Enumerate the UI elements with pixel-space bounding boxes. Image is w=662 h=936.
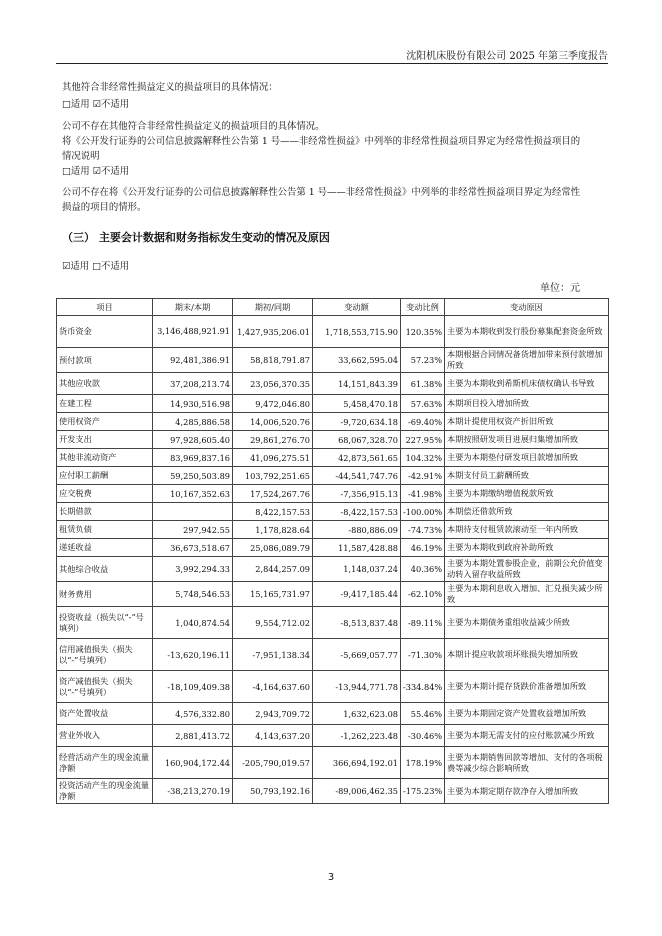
paragraph-no-other-items: 公司不存在其他符合非经常性损益定义的损益项目的具体情况。: [62, 121, 325, 132]
cell-prior: 4,143,637.20: [233, 725, 313, 747]
cell-change-amount: 68,067,328.70: [313, 431, 401, 449]
cell-change-ratio: -71.30%: [401, 639, 445, 671]
cell-change-ratio: -42.91%: [401, 467, 445, 485]
cell-current: -13,620,196.11: [153, 639, 233, 671]
cell-item: 递延收益: [57, 539, 153, 557]
cell-change-amount: -9,720,634.18: [313, 413, 401, 431]
table-row: [57, 485, 609, 503]
cell-change-ratio: 57.63%: [401, 395, 445, 413]
cell-change-ratio: 61.38%: [401, 373, 445, 395]
option-applicable: □适用: [62, 166, 90, 177]
header-divider: [56, 63, 608, 64]
cell-current: 10,167,352.63: [153, 485, 233, 503]
cell-reason: 本期待支付租赁款滚动至一年内所致: [445, 521, 609, 539]
cell-item: 营业外收入: [57, 725, 153, 747]
cell-reason: 本期计提应收款项坏账损失增加所致: [445, 639, 609, 671]
cell-reason: 主要为本期垫付研发项目款增加所致: [445, 449, 609, 467]
table-row: [57, 725, 609, 747]
cell-change-ratio: 120.35%: [401, 316, 445, 348]
cell-change-amount: -880,886.09: [313, 521, 401, 539]
cell-item: 在建工程: [57, 395, 153, 413]
col-header-current: 期末/本期: [153, 299, 233, 316]
cell-item: 资产减值损失（损失以“-”号填列）: [57, 671, 153, 703]
cell-prior: 2,844,257.09: [233, 557, 313, 582]
cell-reason: 主要为本期处置参股企业，前期公允价值变动转入留存收益所致: [445, 557, 609, 582]
cell-change-ratio: 46.19%: [401, 539, 445, 557]
cell-change-amount: -89,006,462.35: [313, 779, 401, 804]
cell-current: 160,904,172.44: [153, 747, 233, 779]
cell-current: 59,250,503.89: [153, 467, 233, 485]
cell-current: 92,481,386.91: [153, 348, 233, 373]
cell-change-ratio: -62.10%: [401, 582, 445, 607]
cell-change-amount: -44,541,747.76: [313, 467, 401, 485]
cell-item: 预付款项: [57, 348, 153, 373]
cell-current: 3,992,294.33: [153, 557, 233, 582]
cell-prior: -4,164,637.60: [233, 671, 313, 703]
cell-change-ratio: -334.84%: [401, 671, 445, 703]
option-not-applicable: ☑不适用: [92, 166, 130, 177]
cell-change-amount: -7,356,915.13: [313, 485, 401, 503]
cell-item: 其他非流动资产: [57, 449, 153, 467]
cell-current: 4,576,332.80: [153, 703, 233, 725]
cell-current: -38,213,270.19: [153, 779, 233, 804]
cell-change-ratio: -69.40%: [401, 413, 445, 431]
applicability-options-2: [62, 164, 602, 179]
option-not-applicable: □不适用: [92, 261, 130, 272]
cell-reason: 本期根据合同情况备货增加带来预付款增加所致: [445, 348, 609, 373]
option-applicable: ☑适用: [62, 261, 90, 272]
cell-prior: 8,422,157.53: [233, 503, 313, 521]
cell-prior: 2,943,709.72: [233, 703, 313, 725]
page-number: 3: [327, 872, 335, 883]
table-row: [57, 639, 609, 671]
cell-prior: 23,056,370.35: [233, 373, 313, 395]
cell-prior: 9,472,046.80: [233, 395, 313, 413]
cell-change-amount: 1,718,553,715.90: [313, 316, 401, 348]
table-row: [57, 431, 609, 449]
cell-item: 经营活动产生的现金流量净额: [57, 747, 153, 779]
cell-reason: 本期支付员工薪酬所致: [445, 467, 609, 485]
cell-current: [153, 503, 233, 521]
cell-reason: 主要为本期销售回款等增加、支付的各项税费等减少综合影响所致: [445, 747, 609, 779]
cell-change-ratio: 227.95%: [401, 431, 445, 449]
cell-prior: -7,951,138.34: [233, 639, 313, 671]
table-row: [57, 557, 609, 582]
cell-item: 长期借款: [57, 503, 153, 521]
cell-item: 其他综合收益: [57, 557, 153, 582]
page-header: 沈阳机床股份有限公司 2025 年第三季度报告: [406, 51, 608, 62]
table-row: [57, 747, 609, 779]
table-row: [57, 413, 609, 431]
cell-change-ratio: -175.23%: [401, 779, 445, 804]
cell-change-amount: 1,632,623.08: [313, 703, 401, 725]
table-row: [57, 779, 609, 804]
col-header-change-amount: 变动额: [313, 299, 401, 316]
applicability-options-3: [62, 259, 602, 274]
cell-prior: -205,790,019.57: [233, 747, 313, 779]
cell-reason: 本期偿还借款所致: [445, 503, 609, 521]
cell-current: 97,928,605.40: [153, 431, 233, 449]
table-row: [57, 607, 609, 639]
cell-change-amount: -8,422,157.53: [313, 503, 401, 521]
cell-item: 财务费用: [57, 582, 153, 607]
cell-reason: 主要为本期无需支付的应付账款减少所致: [445, 725, 609, 747]
cell-prior: 9,554,712.02: [233, 607, 313, 639]
cell-reason: 主要为本期债务重组收益减少所致: [445, 607, 609, 639]
cell-change-amount: -8,513,837.48: [313, 607, 401, 639]
table-row: [57, 703, 609, 725]
col-header-prior: 期初/同期: [233, 299, 313, 316]
table-row: [57, 348, 609, 373]
cell-item: 信用减值损失（损失以“-”号填列）: [57, 639, 153, 671]
cell-change-ratio: -30.46%: [401, 725, 445, 747]
table-row: [57, 449, 609, 467]
cell-change-amount: 1,148,037.24: [313, 557, 401, 582]
cell-item: 应付职工薪酬: [57, 467, 153, 485]
table-header-row: [57, 299, 609, 316]
cell-current: 1,040,874.54: [153, 607, 233, 639]
table-row: [57, 671, 609, 703]
cell-change-ratio: 57.23%: [401, 348, 445, 373]
cell-prior: 103,792,251.65: [233, 467, 313, 485]
cell-reason: 主要为本期计提存货跌价准备增加所致: [445, 671, 609, 703]
table-row: [57, 373, 609, 395]
cell-prior: 58,818,791.87: [233, 348, 313, 373]
cell-reason: 主要为本期固定资产处置收益增加所致: [445, 703, 609, 725]
cell-change-amount: 5,458,470.18: [313, 395, 401, 413]
paragraph-other-items: 其他符合非经常性损益定义的损益项目的具体情况：: [62, 82, 278, 93]
cell-current: 14,930,516.98: [153, 395, 233, 413]
cell-prior: 1,178,828.64: [233, 521, 313, 539]
cell-item: 投资活动产生的现金流量净额: [57, 779, 153, 804]
option-not-applicable: ☑不适用: [92, 99, 130, 110]
table-row: [57, 467, 609, 485]
cell-item: 其他应收款: [57, 373, 153, 395]
cell-reason: 主要为本期收到政府补助所致: [445, 539, 609, 557]
cell-reason: 主要为本期利息收入增加、汇兑损失减少所致: [445, 582, 609, 607]
cell-change-amount: -9,417,185.44: [313, 582, 401, 607]
cell-current: 5,748,546.53: [153, 582, 233, 607]
cell-current: 297,942.55: [153, 521, 233, 539]
cell-change-amount: -5,669,057.77: [313, 639, 401, 671]
cell-current: 36,673,518.67: [153, 539, 233, 557]
cell-prior: 14,006,520.76: [233, 413, 313, 431]
cell-reason: 主要为本期收到发行股份募集配套资金所致: [445, 316, 609, 348]
cell-change-ratio: -74.73%: [401, 521, 445, 539]
cell-item: 租赁负债: [57, 521, 153, 539]
cell-prior: 17,524,267.76: [233, 485, 313, 503]
cell-prior: 15,165,731.97: [233, 582, 313, 607]
cell-change-ratio: 55.46%: [401, 703, 445, 725]
cell-change-ratio: 104.32%: [401, 449, 445, 467]
cell-change-amount: 33,662,595.04: [313, 348, 401, 373]
unit-label: 单位：元: [540, 283, 580, 294]
cell-change-amount: 11,587,428.88: [313, 539, 401, 557]
cell-change-amount: -1,262,223.48: [313, 725, 401, 747]
cell-reason: 本期项目投入增加所致: [445, 395, 609, 413]
cell-change-amount: 14,151,843.39: [313, 373, 401, 395]
cell-current: -18,109,409.38: [153, 671, 233, 703]
cell-item: 资产处置收益: [57, 703, 153, 725]
cell-change-ratio: -41.98%: [401, 485, 445, 503]
paragraph-no-classification: 公司不存在将《公开发行证券的公司信息披露解释性公告第 1 号——非经常性损益》中列举的非经常性损益项目界定为经常性损益的项目的情形。: [62, 187, 581, 213]
col-header-item: 项目: [57, 299, 153, 316]
cell-prior: 50,793,192.16: [233, 779, 313, 804]
cell-prior: 29,861,276.70: [233, 431, 313, 449]
cell-item: 应交税费: [57, 485, 153, 503]
table-row: [57, 503, 609, 521]
cell-item: 货币资金: [57, 316, 153, 348]
col-header-reason: 变动原因: [445, 299, 609, 316]
cell-reason: 主要为本期缴纳增值税款所致: [445, 485, 609, 503]
cell-change-amount: -13,944,771.78: [313, 671, 401, 703]
table-row: [57, 582, 609, 607]
cell-change-ratio: -100.00%: [401, 503, 445, 521]
cell-reason: 本期按照研发项目进展归集增加所致: [445, 431, 609, 449]
col-header-change-ratio: 变动比例: [401, 299, 445, 316]
cell-current: 3,146,488,921.91: [153, 316, 233, 348]
cell-item: 投资收益（损失以“-”号填列）: [57, 607, 153, 639]
table-row: [57, 395, 609, 413]
cell-prior: 25,086,089.79: [233, 539, 313, 557]
cell-current: 37,208,213.74: [153, 373, 233, 395]
cell-reason: 主要为本期定期存款净存入增加所致: [445, 779, 609, 804]
cell-reason: 主要为本期收到希斯机床债权确认书导致: [445, 373, 609, 395]
cell-change-ratio: 40.36%: [401, 557, 445, 582]
applicability-options-1: [62, 97, 602, 112]
cell-item: 使用权资产: [57, 413, 153, 431]
section-title: （三） 主要会计数据和财务指标发生变动的情况及原因: [62, 231, 330, 244]
cell-change-ratio: 178.19%: [401, 747, 445, 779]
cell-prior: 41,096,275.51: [233, 449, 313, 467]
cell-change-amount: 42,873,561.65: [313, 449, 401, 467]
cell-change-amount: 366,694,192.01: [313, 747, 401, 779]
cell-current: 4,285,886.58: [153, 413, 233, 431]
cell-change-ratio: -89.11%: [401, 607, 445, 639]
table-row: [57, 539, 609, 557]
table-row: [57, 521, 609, 539]
cell-current: 2,881,413.72: [153, 725, 233, 747]
paragraph-classification-note: 将《公开发行证券的公司信息披露解释性公告第 1 号——非经常性损益》中列举的非经常性损益项目界定为经常性损益项目的情况说明: [62, 136, 581, 162]
cell-prior: 1,427,935,206.01: [233, 316, 313, 348]
cell-reason: 本期计提使用权资产折旧所致: [445, 413, 609, 431]
option-applicable: □适用: [62, 99, 90, 110]
financial-change-table: [56, 298, 609, 804]
cell-item: 开发支出: [57, 431, 153, 449]
cell-current: 83,969,837.16: [153, 449, 233, 467]
table-row: [57, 316, 609, 348]
